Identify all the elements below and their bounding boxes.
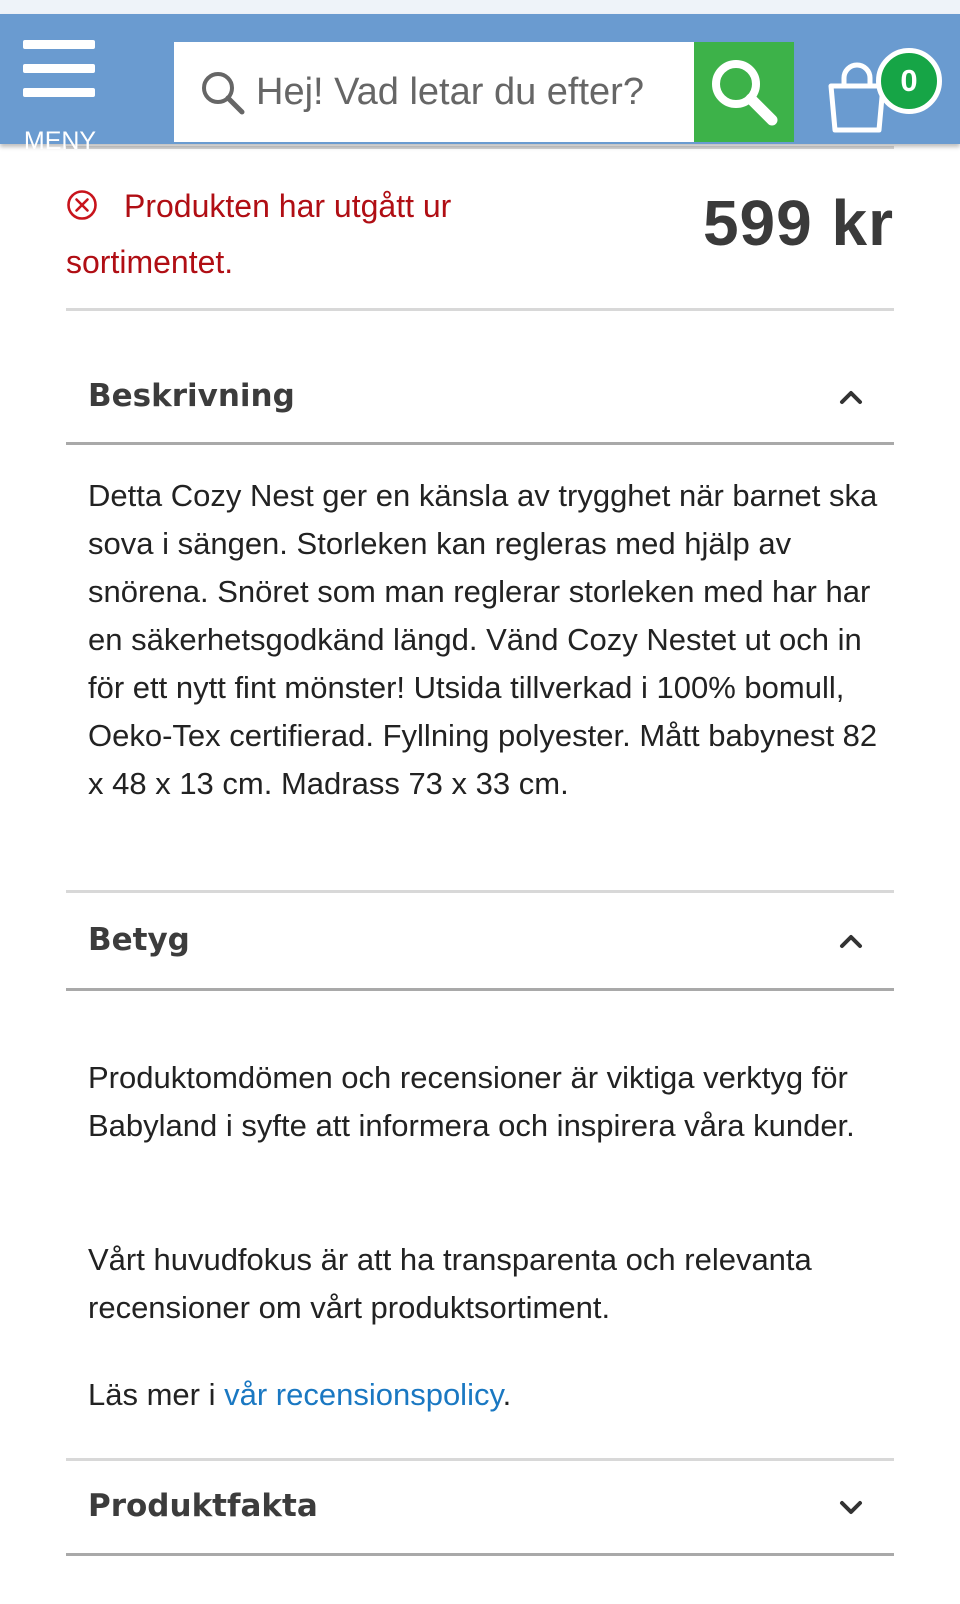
- product-description: Detta Cozy Nest ger en känsla av trygghet när barnet ska sova i sängen. Storleken kan regleras med hjälp av snörena. Snöret som man reglerar storleken med har har en säkerhetsgodkänd längd. Vänd Cozy Nestet ut och in för ett nytt fint mönster! Utsida tillverkad i 100% bomull, Oeko-Tex certifierad. Fyllning polyester. Mått babynest 82 x 48 x 13 cm. Madrass 73 x 33 cm.: [88, 478, 878, 801]
- hamburger-icon: [23, 40, 95, 98]
- product-price: 599 kr: [702, 187, 894, 259]
- chevron-down-icon: [838, 1496, 864, 1518]
- review-policy-link[interactable]: vår recensionspolicy: [224, 1377, 503, 1412]
- status-strip: [0, 0, 960, 14]
- menu-label: MENY: [23, 127, 97, 155]
- divider: [66, 890, 894, 893]
- search-button[interactable]: [694, 42, 794, 142]
- divider: [66, 442, 894, 445]
- divider: [66, 1553, 894, 1556]
- read-more-text: [88, 1371, 888, 1419]
- cart-count-badge: 0: [876, 48, 942, 114]
- rating-focus-text: Vårt huvudfokus är att ha transparenta och relevanta recensioner om vårt produktsortiment.: [88, 1242, 812, 1325]
- accordion-product-facts[interactable]: [66, 1468, 894, 1548]
- divider: [66, 146, 894, 149]
- chevron-up-icon: [838, 930, 864, 952]
- section-title: Betyg: [88, 922, 190, 958]
- section-title: Beskrivning: [88, 378, 295, 414]
- rating-intro-text: Produktomdömen och recensioner är viktiga verktyg för Babyland i syfte att informera och inspirera våra kunder.: [88, 1060, 855, 1143]
- accordion-rating[interactable]: [66, 902, 894, 982]
- read-more-prefix: Läs mer i: [88, 1377, 225, 1412]
- site-header: [0, 14, 960, 155]
- cart-button[interactable]: [826, 48, 940, 144]
- chevron-up-icon: [838, 386, 864, 408]
- search-icon: [200, 70, 246, 116]
- search-input[interactable]: [174, 42, 694, 142]
- discontinued-status: Produkten har utgått ur sortimentet.: [66, 188, 452, 280]
- read-more-suffix: .: [502, 1377, 512, 1412]
- search-icon: [708, 56, 780, 128]
- divider: [66, 1458, 894, 1461]
- divider: [66, 308, 894, 311]
- menu-button[interactable]: [14, 36, 106, 155]
- divider: [66, 988, 894, 991]
- accordion-description[interactable]: [66, 358, 894, 438]
- section-title: Produktfakta: [88, 1488, 318, 1524]
